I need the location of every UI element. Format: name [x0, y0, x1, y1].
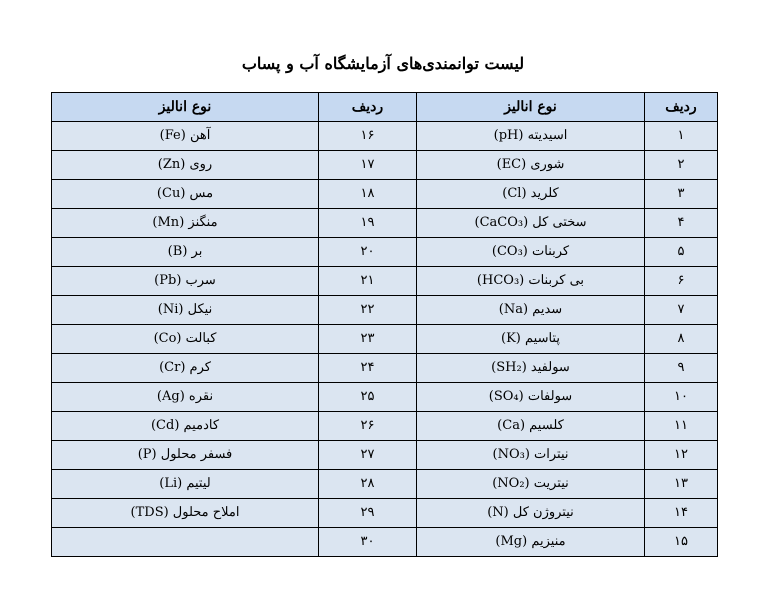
analysis-name-left-cell: فسفر محلول (P) — [52, 441, 319, 470]
row-number-right-cell: ۵ — [645, 238, 718, 267]
row-number-right-cell: ۴ — [645, 209, 718, 238]
table-row — [52, 209, 718, 238]
analysis-table — [51, 92, 718, 557]
header-analysis-type-right: نوع انالیز — [417, 93, 645, 122]
table-row — [52, 441, 718, 470]
analysis-name-right-cell: کلسیم (Ca) — [417, 412, 645, 441]
row-number-left-cell: ۳۰ — [319, 528, 417, 557]
table-row — [52, 122, 718, 151]
row-number-left-cell: ۲۸ — [319, 470, 417, 499]
row-number-right-cell: ۱۲ — [645, 441, 718, 470]
table-row — [52, 238, 718, 267]
table-row — [52, 383, 718, 412]
row-number-right-cell: ۹ — [645, 354, 718, 383]
row-number-right-cell: ۱۱ — [645, 412, 718, 441]
header-row-number-left: ردیف — [319, 93, 417, 122]
header-analysis-type-left: نوع انالیز — [52, 93, 319, 122]
analysis-name-left-cell: کادمیم (Cd) — [52, 412, 319, 441]
row-number-left-cell: ۱۶ — [319, 122, 417, 151]
table-row — [52, 267, 718, 296]
row-number-right-cell: ۱۵ — [645, 528, 718, 557]
analysis-name-left-cell: املاح محلول (TDS) — [52, 499, 319, 528]
table-row — [52, 412, 718, 441]
table-row — [52, 499, 718, 528]
row-number-right-cell: ۸ — [645, 325, 718, 354]
analysis-name-left-cell: بر (B) — [52, 238, 319, 267]
table-row — [52, 180, 718, 209]
row-number-right-cell: ۱۰ — [645, 383, 718, 412]
analysis-name-left-cell: کبالت (Co) — [52, 325, 319, 354]
analysis-name-right-cell: سولفات (SO₄) — [417, 383, 645, 412]
row-number-left-cell: ۱۷ — [319, 151, 417, 180]
table-header-row — [52, 93, 718, 122]
analysis-name-left-cell: مس (Cu) — [52, 180, 319, 209]
table-row — [52, 296, 718, 325]
analysis-name-right-cell: سختی کل (CaCO₃) — [417, 209, 645, 238]
row-number-left-cell: ۱۹ — [319, 209, 417, 238]
table-body — [52, 122, 718, 557]
analysis-name-right-cell: اسیدیته (pH) — [417, 122, 645, 151]
analysis-name-right-cell: منیزیم (Mg) — [417, 528, 645, 557]
row-number-left-cell: ۲۰ — [319, 238, 417, 267]
row-number-right-cell: ۳ — [645, 180, 718, 209]
analysis-name-right-cell: نیتریت (NO₂) — [417, 470, 645, 499]
analysis-name-right-cell: شوری (EC) — [417, 151, 645, 180]
analysis-name-left-cell: منگنز (Mn) — [52, 209, 319, 238]
table-row — [52, 151, 718, 180]
row-number-right-cell: ۷ — [645, 296, 718, 325]
analysis-name-right-cell: نیترات (NO₃) — [417, 441, 645, 470]
row-number-left-cell: ۲۴ — [319, 354, 417, 383]
analysis-name-left-cell: کرم (Cr) — [52, 354, 319, 383]
row-number-left-cell: ۲۵ — [319, 383, 417, 412]
analysis-name-right-cell: کلرید (Cl) — [417, 180, 645, 209]
analysis-name-left-cell: نقره (Ag) — [52, 383, 319, 412]
row-number-left-cell: ۲۶ — [319, 412, 417, 441]
analysis-name-right-cell: کربنات (CO₃) — [417, 238, 645, 267]
analysis-name-right-cell: سولفید (SH₂) — [417, 354, 645, 383]
table-row — [52, 528, 718, 557]
analysis-name-left-cell: لیتیم (Li) — [52, 470, 319, 499]
table-row — [52, 325, 718, 354]
row-number-left-cell: ۱۸ — [319, 180, 417, 209]
row-number-left-cell: ۲۷ — [319, 441, 417, 470]
analysis-name-right-cell: سدیم (Na) — [417, 296, 645, 325]
row-number-right-cell: ۱۳ — [645, 470, 718, 499]
header-row-number-right: ردیف — [645, 93, 718, 122]
table-row — [52, 354, 718, 383]
row-number-left-cell: ۲۲ — [319, 296, 417, 325]
table-row — [52, 470, 718, 499]
analysis-name-right-cell: بی کربنات (HCO₃) — [417, 267, 645, 296]
row-number-right-cell: ۲ — [645, 151, 718, 180]
row-number-left-cell: ۲۳ — [319, 325, 417, 354]
analysis-name-left-cell: آهن (Fe) — [52, 122, 319, 151]
analysis-name-left-cell: سرب (Pb) — [52, 267, 319, 296]
page-title: لیست توانمندی‌های آزمایشگاه آب و پساب — [241, 54, 525, 73]
analysis-name-left-cell: نیکل (Ni) — [52, 296, 319, 325]
analysis-name-right-cell: پتاسیم (K) — [417, 325, 645, 354]
analysis-name-right-cell: نیتروژن کل (N) — [417, 499, 645, 528]
row-number-right-cell: ۱۴ — [645, 499, 718, 528]
analysis-name-left-cell: روی (Zn) — [52, 151, 319, 180]
analysis-name-left-cell — [52, 528, 319, 557]
row-number-right-cell: ۱ — [645, 122, 718, 151]
row-number-left-cell: ۲۹ — [319, 499, 417, 528]
row-number-left-cell: ۲۱ — [319, 267, 417, 296]
row-number-right-cell: ۶ — [645, 267, 718, 296]
